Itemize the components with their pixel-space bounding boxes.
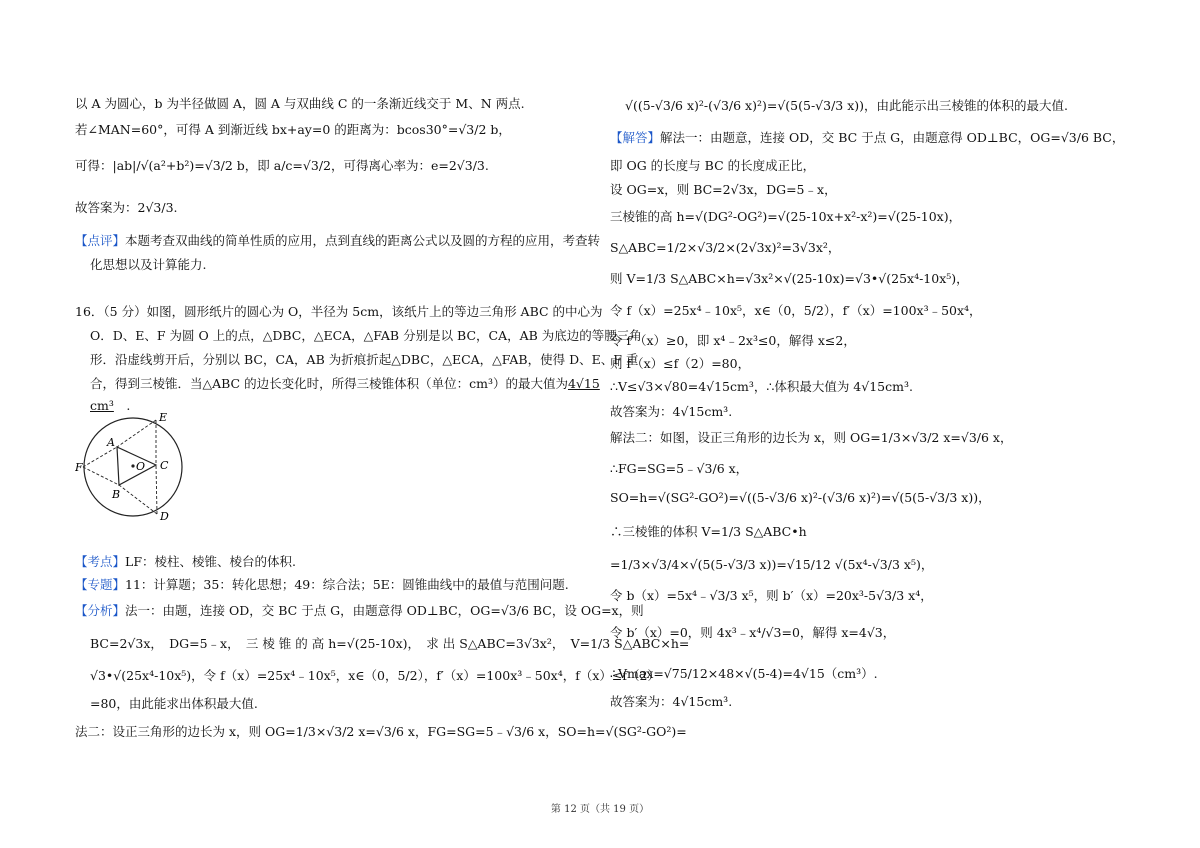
text-line: 令 b′（x）=0，则 4x³﹣x⁴/√3=0，解得 x=4√3， (610, 625, 896, 640)
text-line: 以 A 为圆心，b 为半径做圆 A，圆 A 与双曲线 C 的一条渐近线交于 M、N 两点. (75, 96, 525, 111)
text-line: 则 f（x）≤f（2）=80， (610, 356, 751, 371)
kaodian-line (75, 554, 296, 570)
jieda-text: 解法一：由题意，连接 OD，交 BC 于点 G，由题意得 OD⊥BC，OG=√3/6 BC， (660, 130, 1125, 145)
text-line: 可得：|ab|/√(a²+b²)=√3/2 b，即 a/c=√3/2，可得离心率为：e=2√3/3. (75, 158, 489, 173)
question-line: 16．（5 分）如图，圆形纸片的圆心为 O，半径为 5cm，该纸片上的等边三角形 ABC 的中心为 (75, 304, 603, 319)
question-text: 合，得到三棱锥．当△ABC 的边长变化时，所得三棱锥体积（单位：cm³）的最大值为 (90, 376, 568, 391)
question-line: 形．沿虚线剪开后，分别以 BC，CA，AB 为折痕折起△DBC，△ECA，△FAB，使得 D、E、F 重 (90, 352, 639, 367)
text-line: 三棱锥的高 h=√(DG²-OG²)=√(25-10x+x²-x²)=√(25-10x)， (610, 209, 962, 224)
center-o-dot (131, 464, 134, 467)
answer-unit: cm³ . (90, 398, 131, 413)
text-line: √((5-√3/6 x)²-(√3/6 x)²)=√(5(5-√3/3 x))，由此能示出三棱锥的体积的最大值. (625, 98, 1069, 113)
circle-triangle-figure (75, 410, 185, 525)
fenxi-text: 法一：由题，连接 OD，交 BC 于点 G，由题意得 OD⊥BC，OG=√3/6 BC，设 OG=x，则 (125, 603, 644, 618)
text-line: S△ABC=1/2×√3/2×(2√3x)²=3√3x²， (610, 240, 841, 255)
zhuanti-text: 11：计算题；35：转化思想；49：综合法；5E：圆锥曲线中的最值与范围问题. (125, 577, 569, 592)
jieda-line (610, 130, 1124, 146)
text-line: 故答案为：2√3/3. (75, 200, 178, 215)
text-line: =80，由此能求出体积最大值. (90, 696, 258, 711)
text-line: ∴Vmax=√75/12×48×√(5-4)=4√15（cm³）. (610, 666, 878, 681)
dashed-d-b (119, 485, 157, 514)
fenxi-line (75, 603, 644, 619)
text-line: 解法二：如图，设正三角形的边长为 x，则 OG=1/3×√3/2 x=√3/6 x， (610, 430, 1013, 445)
answer-unit-text: cm³ (90, 398, 114, 413)
text-line: SO=h=√(SG²-GO²)=√((5-√3/6 x)²-(√3/6 x)²)=√(5(5-√3/3 x))， (610, 490, 991, 505)
dashed-f-a (83, 447, 117, 467)
label-b: B (112, 488, 121, 501)
fenxi-tag: 【分析】 (75, 603, 126, 618)
text-line: ∴三棱锥的体积 V=1/3 S△ABC•h (610, 524, 807, 539)
zhuanti-line (75, 577, 569, 593)
review-line (75, 233, 600, 249)
kaodian-text: LF：棱柱、棱锥、棱台的体积. (125, 554, 296, 569)
text-line: 即 OG 的长度与 BC 的长度成正比， (610, 158, 816, 173)
text-line: 故答案为：4√15cm³. (610, 404, 733, 419)
text-line: BC=2√3x， DG=5﹣x， 三 棱 锥 的 高 h=√(25-10x)， 求 出 S△ABC=3√3x²， V=1/3 S△ABC×h= (90, 636, 690, 651)
jieda-tag: 【解答】 (610, 130, 661, 145)
text-line: 设 OG=x，则 BC=2√3x，DG=5﹣x， (610, 182, 837, 197)
label-d: D (160, 510, 169, 523)
question-line (90, 376, 600, 392)
text-line: 化思想以及计算能力. (90, 257, 207, 272)
text-line: ∴V≤√3×√80=4√15cm³，∴体积最大值为 4√15cm³. (610, 379, 913, 394)
dashed-f-b (83, 467, 119, 485)
label-f: F (75, 461, 83, 474)
text-line: =1/3×√3/4×√(5(5-√3/3 x))=√15/12 √(5x⁴-√3/3 x⁵)， (610, 557, 934, 572)
dashed-d-c (156, 465, 157, 514)
text-line: √3•√(25x⁴-10x⁵)，令 f（x）=25x⁴﹣10x⁵，x∈（0，5/2），f′（x）=100x³﹣50x⁴，f（x）≤f（2） (90, 668, 660, 683)
text-line: 法二：设正三角形的边长为 x，则 OG=1/3×√3/2 x=√3/6 x，FG=SG=5﹣√3/6 x，SO=h=√(SG²-GO²)= (75, 724, 687, 739)
text-line: ∴FG=SG=5﹣√3/6 x， (610, 461, 749, 476)
answer-blank: 4√15 (567, 376, 600, 391)
review-text: 本题考查双曲线的简单性质的应用，点到直线的距离公式以及圆的方程的应用，考查转 (125, 233, 601, 248)
review-tag: 【点评】 (75, 233, 126, 248)
text-line: 故答案为：4√15cm³. (610, 694, 733, 709)
text-line: 令 f（x）=25x⁴﹣10x⁵，x∈（0，5/2），f′（x）=100x³﹣50x⁴， (610, 303, 982, 318)
text-line: 令 b（x）=5x⁴﹣√3/3 x⁵，则 b′（x）=20x³-5√3/3 x⁴， (610, 588, 933, 603)
label-c: C (160, 459, 169, 472)
zhuanti-tag: 【专题】 (75, 577, 126, 592)
page-footer: 第 12 页（共 19 页） (550, 804, 650, 815)
text-line: 令 f′（x）≥0，即 x⁴﹣2x³≤0，解得 x≤2， (610, 333, 856, 348)
kaodian-tag: 【考点】 (75, 554, 126, 569)
label-e: E (159, 411, 168, 424)
question-line: O．D、E、F 为圆 O 上的点，△DBC，△ECA，△FAB 分别是以 BC，CA，AB 为底边的等腰三角 (90, 328, 642, 343)
text-line: 则 V=1/3 S△ABC×h=√3x²×√(25-10x)=√3•√(25x⁴-10x⁵)， (610, 271, 969, 286)
text-line: 若∠MAN=60°，可得 A 到渐近线 bx+ay=0 的距离为：bcos30°=√3/2 b， (75, 122, 511, 137)
dashed-e-a (117, 420, 156, 447)
label-a: A (107, 436, 115, 449)
label-o: O (136, 460, 146, 473)
